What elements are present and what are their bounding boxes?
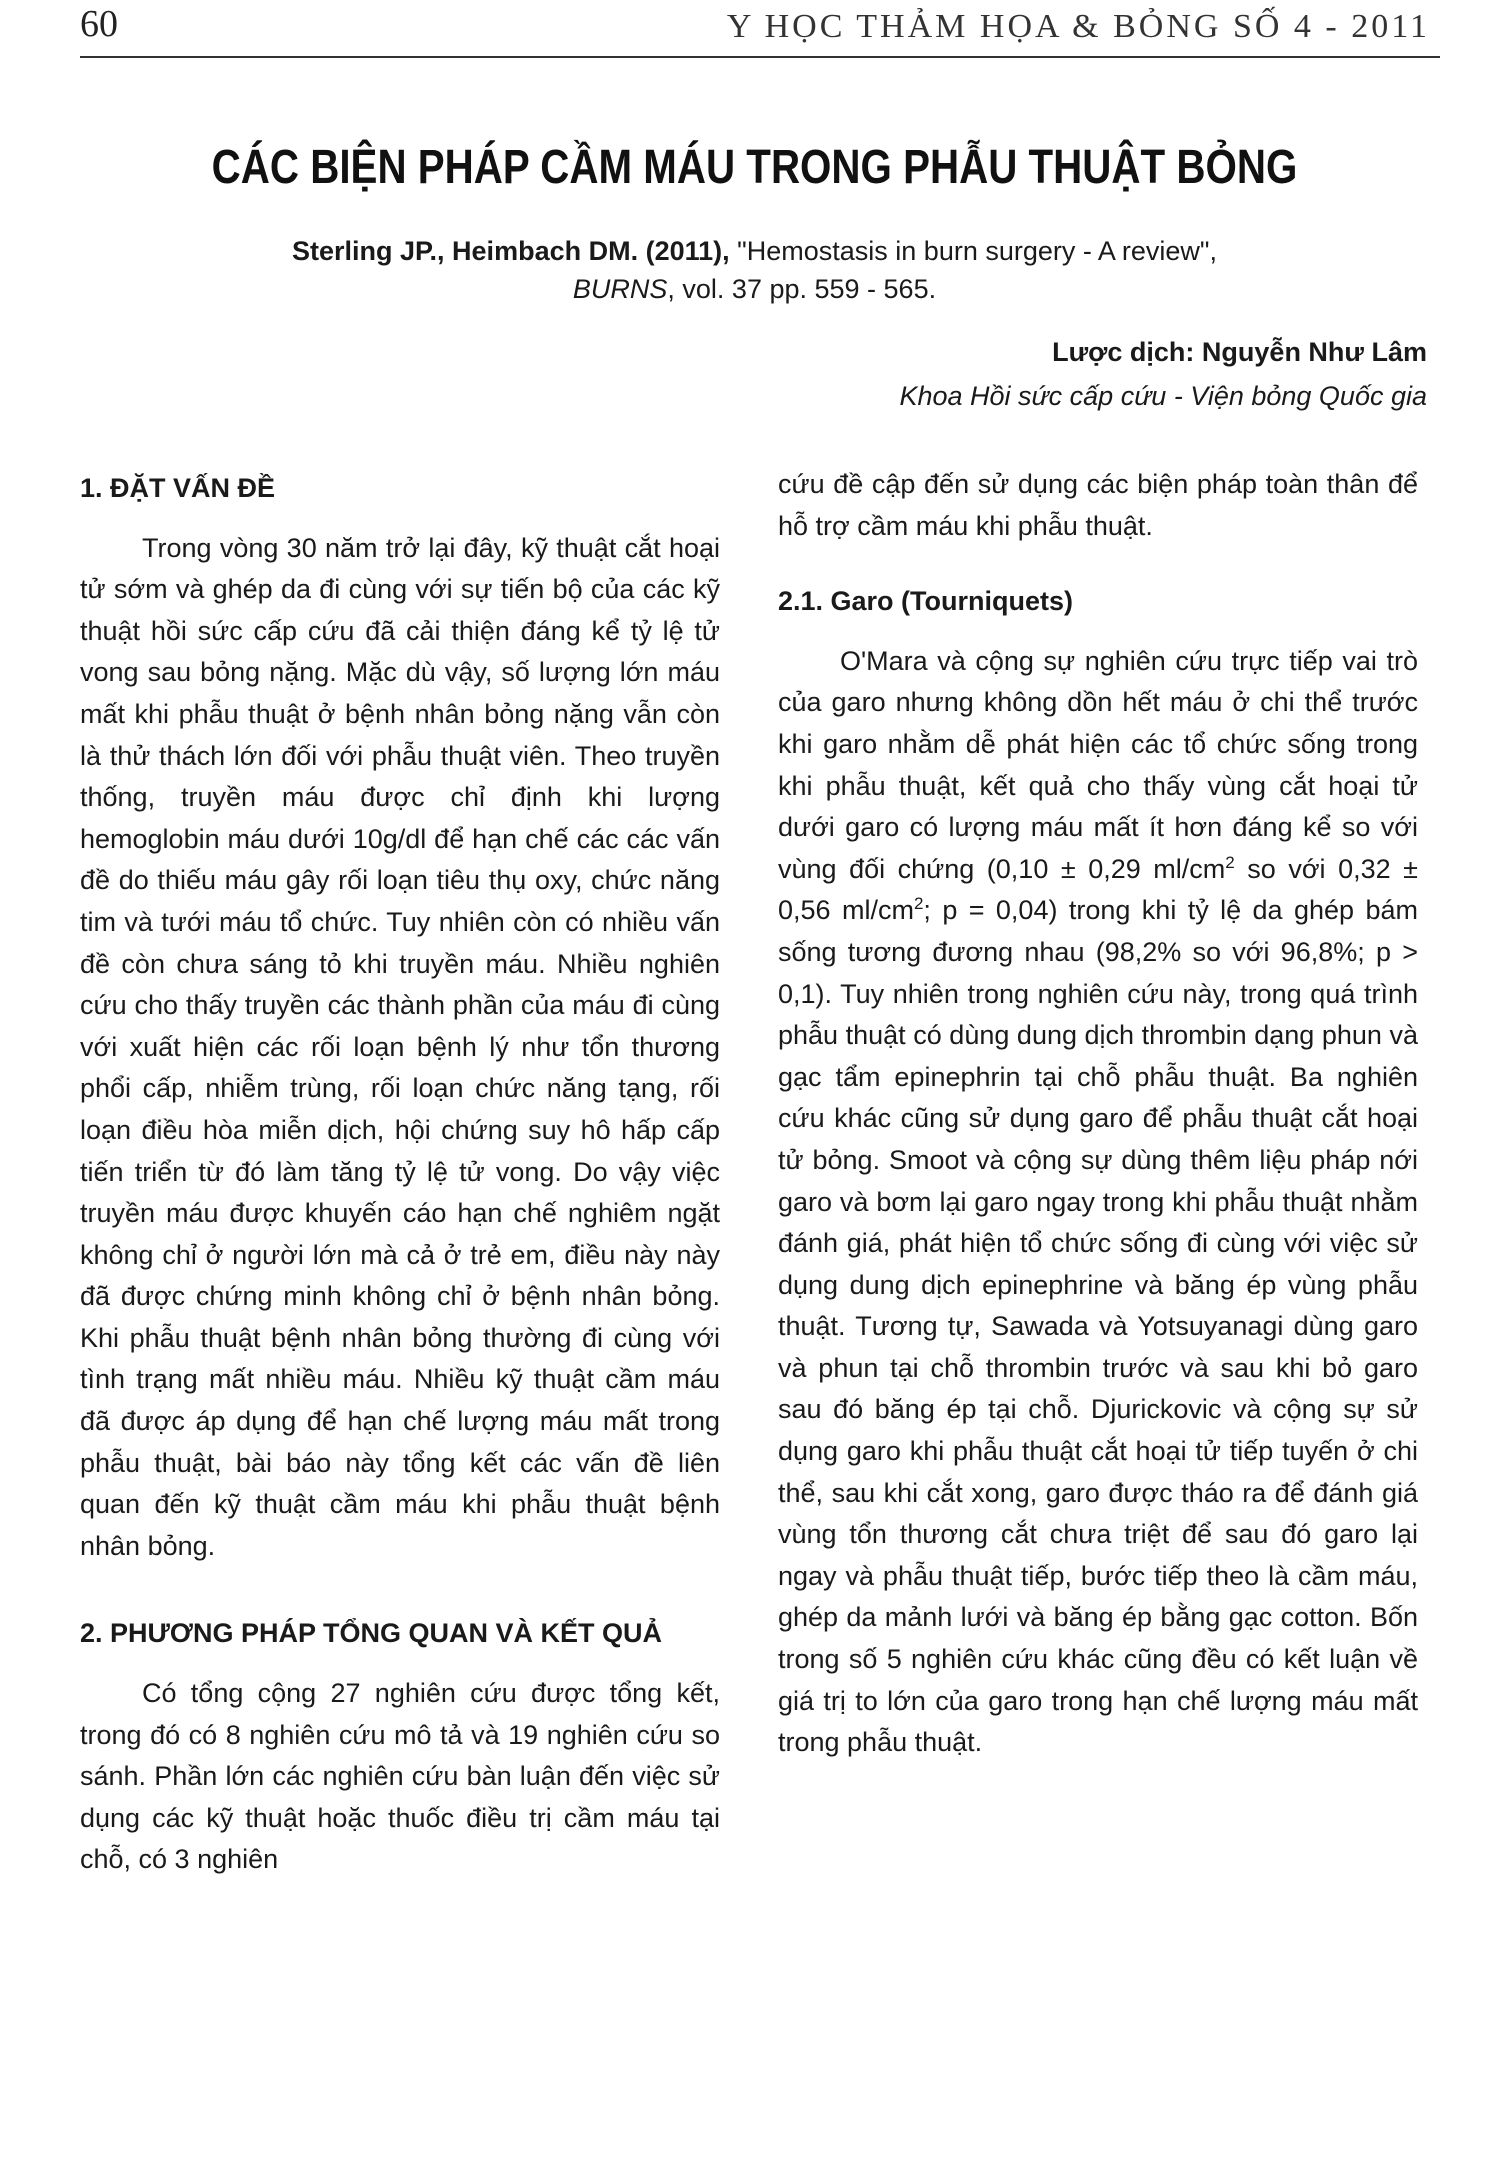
section-2-1-text-b: so với 0,32 ± 0,56 ml/cm — [778, 853, 1418, 926]
page-number: 60 — [80, 3, 118, 45]
section-2-1-text-c: ; p = 0,04) trong khi tỷ lệ da ghép bám sống tương đương nhau (98,2% so với 96,8%; p > 0,1). Tuy nhiên trong nghiên cứu này, trong quá trình phẫu thuật có dùng dung dịch thrombin dạng phun và gạc tẩm epinephrin tại chỗ phẫu thuật. Ba nghiên cứu khác cũng sử dụng garo để phẫu thuật cắt hoại tử bỏng. Smoot và cộng sự dùng thêm liệu pháp nới garo và bơm lại garo ngay trong khi phẫu thuật nhằm đánh giá, phát hiện tổ chức sống đi cùng với việc sử dụng dung dịch epinephrine và băng ép vùng phẫu thuật. Tương tự, Sawada và Yotsuyanagi dùng garo và phun tại chỗ thrombin trước và sau khi bỏ garo sau đó băng ép tại chỗ. Djurickovic và cộng sự sử dụng garo khi phẫu thuật cắt hoại tử tiếp tuyến ở chi thể, sau khi cắt xong, garo được tháo ra để đánh giá vùng tổn thương cắt chưa triệt để sau đó garo lại ngay và phẫu thuật tiếp, bước tiếp theo là cầm máu, ghép da mảnh lưới và băng ép bằng gạc cotton. Bốn trong số 5 nghiên cứu khác cũng đều có kết luận về giá trị to lớn của garo trong hạn chế lượng máu mất trong phẫu thuật. — [778, 895, 1418, 1758]
superscript-squared: 2 — [1225, 852, 1235, 872]
header-rule — [80, 56, 1440, 58]
translator-affiliation: Khoa Hồi sức cấp cứu - Viện bỏng Quốc gia — [899, 381, 1427, 411]
translator-line — [899, 330, 1427, 374]
section-2-1-text-a: O'Mara và cộng sự nghiên cứu trực tiếp vai trò của garo nhưng không dồn hết máu ở chi thể trước khi garo nhằm dễ phát hiện các tổ chức sống trong khi phẫu thuật, kết quả cho thấy vùng cắt hoại tử dưới garo có lượng máu mất ít hơn đáng kể so với vùng đối chứng (0,10 ± 0,29 ml/cm — [778, 645, 1418, 884]
translator-name: Nguyễn Như Lâm — [1201, 337, 1427, 367]
section-2-1-paragraph — [778, 641, 1418, 1764]
article-title: CÁC BIỆN PHÁP CẦM MÁU TRONG PHẪU THUẬT BỎNG — [211, 141, 1298, 194]
citation-authors: Sterling JP., Heimbach DM. (2011), — [291, 236, 730, 266]
translator-block — [899, 330, 1427, 418]
running-header — [80, 0, 1430, 60]
right-column — [778, 464, 1418, 1764]
citation-journal: BURNS — [572, 274, 668, 304]
section-1-heading: 1. ĐẶT VẤN ĐỀ — [80, 473, 276, 503]
citation-details: , vol. 37 pp. 559 - 565. — [667, 274, 937, 304]
superscript-squared: 2 — [913, 894, 924, 914]
section-2-heading: 2. PHƯƠNG PHÁP TỔNG QUAN VÀ KẾT QUẢ — [80, 1618, 662, 1649]
citation — [0, 232, 1509, 308]
section-1-paragraph: Trong vòng 30 năm trở lại đây, kỹ thuật cắt hoại tử sớm và ghép da đi cùng với sự tiến bộ của các kỹ thuật hồi sức cấp cứu đã cải thiện đáng kể tỷ lệ tử vong sau bỏng nặng. Mặc dù vậy, số lượng lớn máu mất khi phẫu thuật ở bệnh nhân bỏng nặng vẫn còn là thử thách lớn đối với phẫu thuật viên. Theo truyền thống, truyền máu được chỉ định khi lượng hemoglobin máu dưới 10g/dl để hạn chế các các vấn đề do thiếu máu gây rối loạn tiêu thụ oxy, chức năng tim và tưới máu tổ chức. Tuy nhiên còn có nhiều vấn đề còn chưa sáng tỏ khi truyền máu. Nhiều nghiên cứu cho thấy truyền các thành phần của máu đi cùng với xuất hiện các rối loạn bệnh lý như tổn thương phổi cấp, nhiễm trùng, rối loạn chức năng tạng, rối loạn điều hòa miễn dịch, hội chứng suy hô hấp cấp tiến triển từ đó làm tăng tỷ lệ tử vong. Do vậy việc truyền máu được khuyến cáo hạn chế nghiêm ngặt không chỉ ở người lớn mà cả ở trẻ em, điều này này đã được chứng minh không chỉ ở bệnh nhân bỏng. Khi phẫu thuật bệnh nhân bỏng thường đi cùng với tình trạng mất nhiều máu. Nhiều kỹ thuật cầm máu đã được áp dụng để hạn chế lượng máu mất trong phẫu thuật, bài báo này tổng kết các vấn đề liên quan đến kỹ thuật cầm máu khi phẫu thuật bệnh nhân bỏng. — [80, 532, 720, 1561]
left-column — [80, 468, 720, 1881]
section-2-paragraph: Có tổng cộng 27 nghiên cứu được tổng kết, trong đó có 8 nghiên cứu mô tả và 19 nghiên cứu so sánh. Phần lớn các nghiên cứu bàn luận đến việc sử dụng các kỹ thuật hoặc thuốc điều trị cầm máu tại chỗ, có 3 nghiên — [80, 1678, 720, 1875]
translator-label: Lược dịch: — [1052, 337, 1195, 367]
section-2-1-heading: 2.1. Garo (Tourniquets) — [778, 586, 1074, 617]
citation-paper-title: "Hemostasis in burn surgery - A review", — [737, 236, 1217, 266]
citation-line-2 — [0, 270, 1509, 308]
section-2-paragraph-continued: cứu đề cập đến sử dụng các biện pháp toàn thân để hỗ trợ cầm máu khi phẫu thuật. — [778, 469, 1418, 541]
citation-line-1 — [0, 232, 1509, 270]
journal-name: Y HỌC THẢM HỌA & BỎNG SỐ 4 - 2011 — [726, 8, 1430, 45]
